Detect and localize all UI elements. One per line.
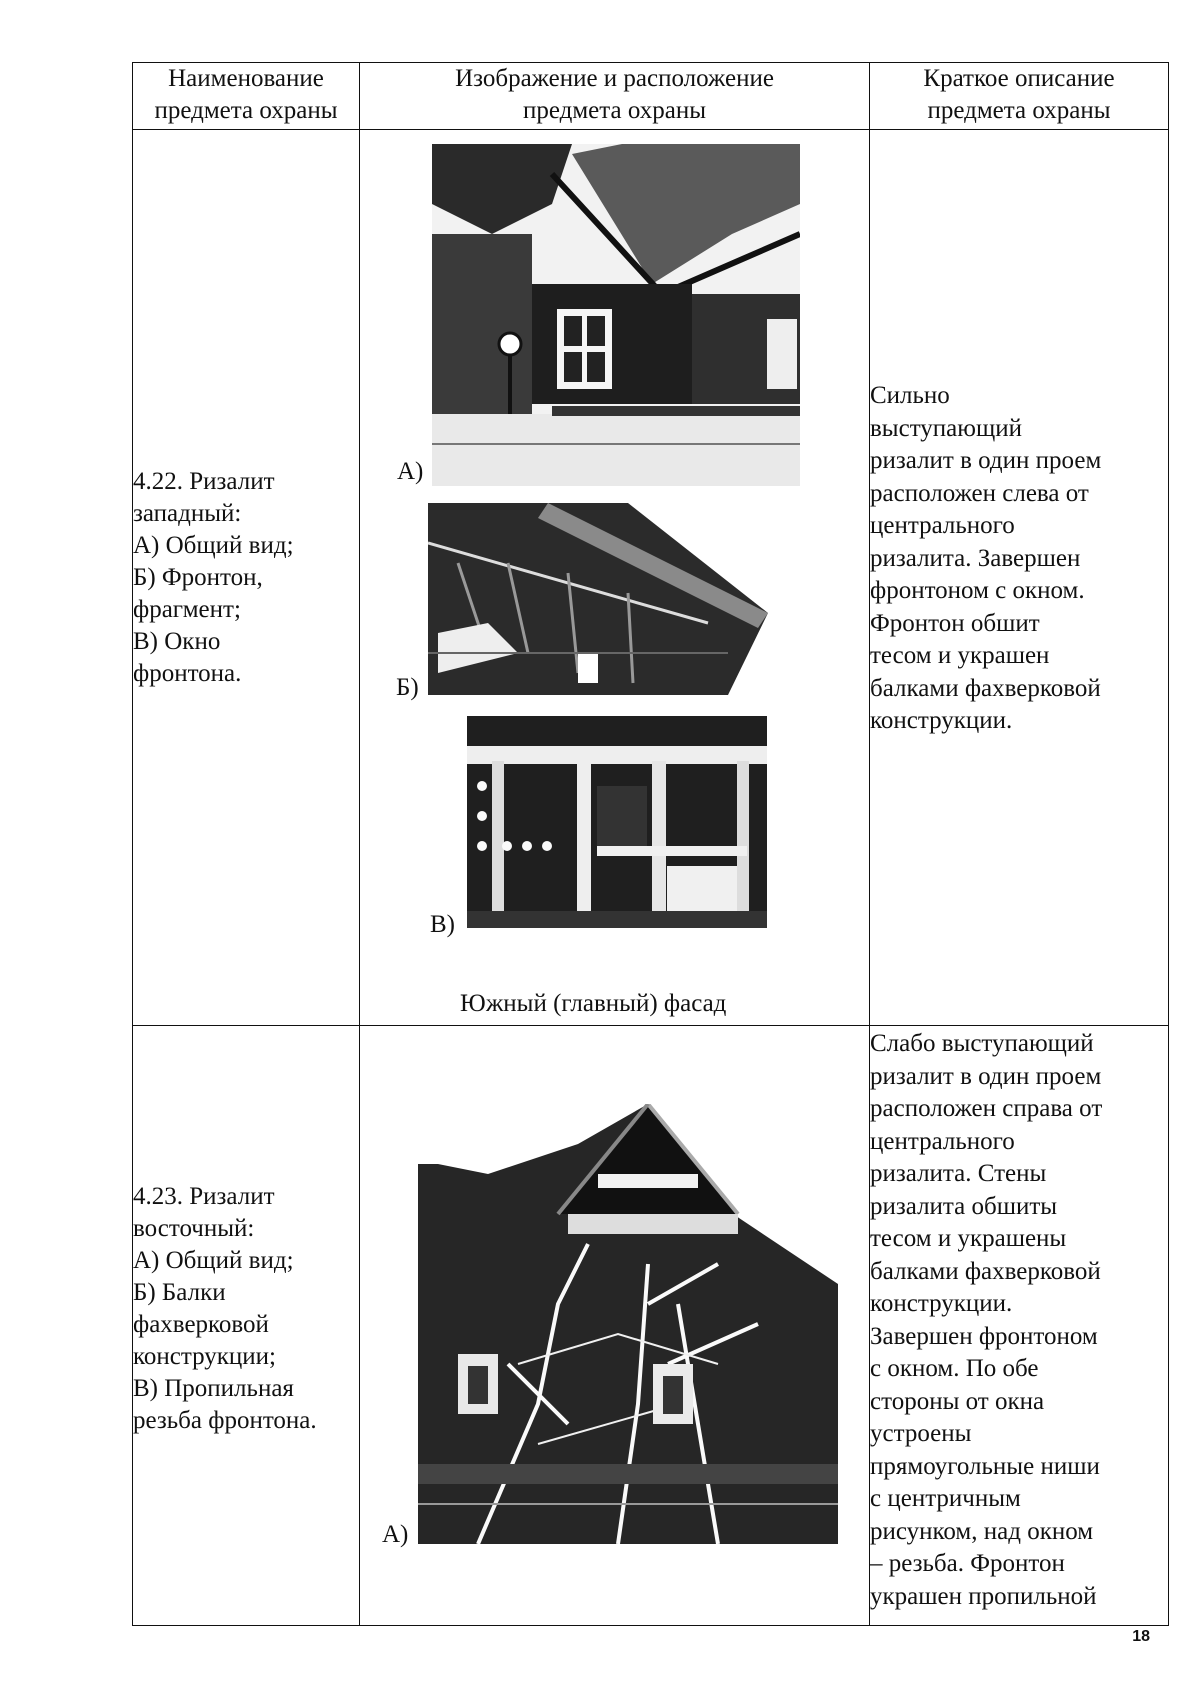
photo-label-c: В) [430, 911, 455, 938]
west-risalit-pediment-window-photo [467, 716, 767, 928]
item-name-cell: 4.22. Ризалит западный: А) Общий вид; Б) Фронтон, фрагмент; В) Окно фронтона. [133, 130, 360, 1026]
item-description-cell: Слабо выступающий ризалит в один проем расположен справа от центрального ризалита. Стены ризалита обшиты тесом и украшены балками фахверковой конструкции. Завершен фронтоном с окном. По обе стороны от окна устроены прямоугольные ниши с центричным рисунком, над окном – резьба. Фронтон украшен пропильной [870, 1026, 1169, 1626]
protection-items-table [132, 62, 1169, 1626]
page-number: 18 [1132, 1628, 1150, 1645]
table-row [133, 1026, 1169, 1626]
photo-label-a: А) [397, 458, 424, 485]
item-description-cell: Сильно выступающий ризалит в один проем расположен слева от центрального ризалита. Завершен фронтоном с окном. Фронтон обшит тесом и украшен балками фахверковой конструкции. [870, 130, 1169, 1026]
item-name-cell: 4.23. Ризалит восточный: А) Общий вид; Б) Балки фахверковой конструкции; В) Пропильная резьба фронтона. [133, 1026, 360, 1626]
header-image-column: Изображение и расположение предмета охраны [360, 63, 870, 130]
table-row [133, 130, 1169, 1026]
west-risalit-general-view-photo [432, 144, 800, 486]
facade-caption: Южный (главный) фасад [460, 990, 727, 1017]
header-description-column: Краткое описание предмета охраны [870, 63, 1169, 130]
east-risalit-general-view-photo [418, 1104, 838, 1544]
west-risalit-pediment-fragment-photo [428, 503, 768, 695]
photo-label-b: Б) [396, 674, 419, 701]
table-header-row [133, 63, 1169, 130]
item-image-cell [360, 1026, 870, 1626]
photo-label-a: А) [382, 1521, 409, 1548]
header-name-column: Наименование предмета охраны [133, 63, 360, 130]
item-image-cell [360, 130, 870, 1026]
